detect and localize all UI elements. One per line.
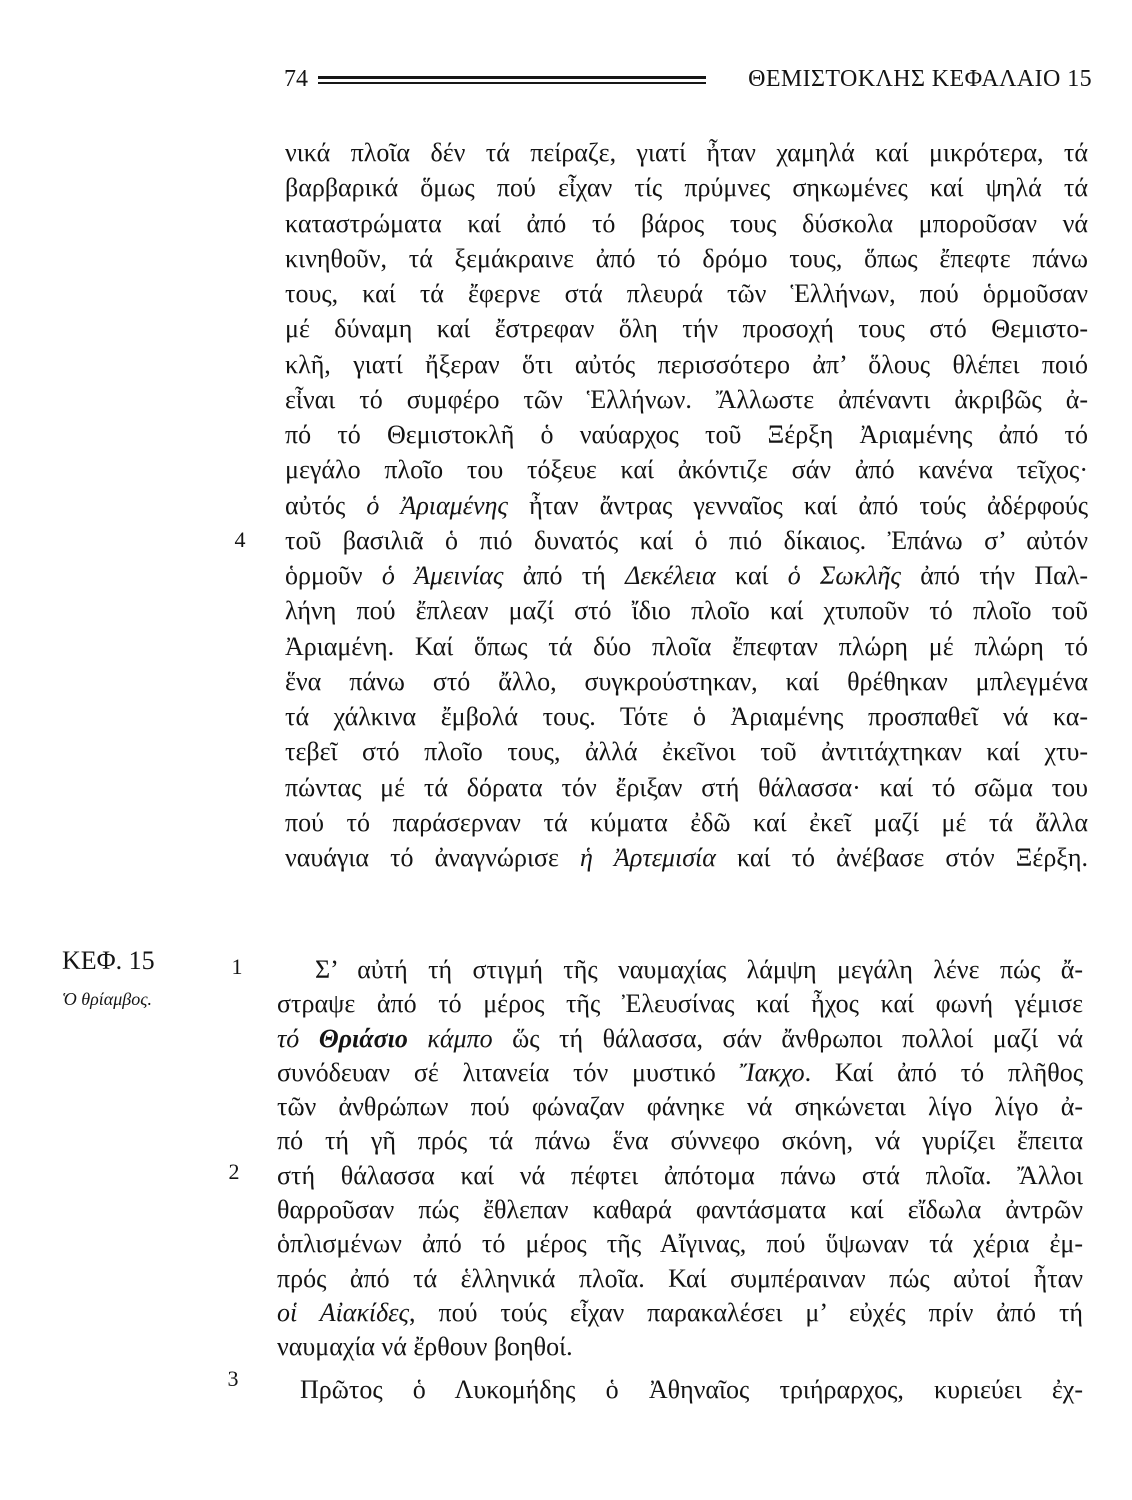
text-line [285,347,1088,382]
text-segment: ὥς τή θάλασσα, σάν ἄνθρωποι πολλοί μαζί νά [492,1023,1083,1053]
text-segment: καί τό ἀνέβασε στόν Ξέρξη. [715,843,1088,872]
text-segment: ἀπό τή [503,561,626,590]
bold-italic-text: Θριάσιο [318,1023,408,1053]
text-segment: τοῦ βασιλιᾶ ὁ πιό δυνατός καί ὁ πιό δίκαιος. Ἐπάνω σ’ αὐτόν [285,525,1088,555]
text-segment: ναυάγια τό ἀναγνώρισε [285,843,581,872]
text-segment: αὐτός [285,490,367,520]
text-segment: ἦταν ἄντρας γενναῖος καί ἀπό τούς ἀδέρφούς [507,490,1088,520]
text-line [277,1159,1083,1193]
italic-text: Ἴακχο [739,1057,805,1087]
text-segment: μέ δύναμη καί ἔστρεφαν ὅλη τήν προσοχή τους στό Θεμιστο- [285,314,1088,344]
body-paragraph-2 [277,953,1083,1407]
text-line [285,699,1088,734]
text-segment: ὁπλισμένων ἀπό τό μέρος τῆς Αἴγινας, πού ὕψωναν τά χέρια ἐμ- [277,1229,1083,1259]
text-line [285,558,1088,593]
text-segment: πού τό παράσερναν τά κύματα ἐδῶ καί ἐκεῖ μαζί μέ τά ἄλλα [285,807,1088,837]
text-segment: μεγάλο πλοῖο του τόξευε καί ἀκόντιζε σάν ἀπό κανένα τεῖχος· [285,455,1088,485]
text-segment: κινηθοῦν, τά ξεμάκραινε ἀπό τό δρόμο τους, ὅπως ἔπεφτε πάνω [285,243,1088,273]
text-segment: λήνη πού ἔπλεαν μαζί στό ἴδιο πλοῖο καί χτυποῦν τό πλοῖο τοῦ [285,596,1088,626]
italic-text: οἱ Αἰακίδες [277,1297,410,1327]
header-rule [318,76,706,79]
text-line [285,734,1088,769]
header-rule [318,82,706,84]
text-line [285,488,1088,523]
text-segment: πρός ἀπό τά ἑλληνικά πλοῖα. Καί συμπέραιναν πώς αὐτοί ἦταν [277,1263,1083,1293]
text-line [277,1330,1083,1364]
margin-number: 4 [234,527,246,552]
text-line [277,1193,1083,1227]
text-segment: Ἀριαμένη. Καί ὅπως τά δύο πλοῖα ἔπεφταν πλώρη μέ πλώρη τό [285,631,1088,661]
text-segment: . Καί ἀπό τό πλῆθος [804,1057,1083,1087]
text-segment: νικά πλοῖα δέν τά πείραζε, γιατί ἦταν χαμηλά καί μικρότερα, τά [285,138,1088,167]
text-segment: στραψε ἀπό τό μέρος τῆς Ἐλευσίνας καί ἦχος καί φωνή γέμισε [277,989,1083,1019]
text-line [285,664,1088,699]
text-line [285,523,1088,558]
chapter-label: ΚΕΦ. 15 [62,946,155,975]
section-subtitle: Ὁ θρίαμβος. [62,989,152,1009]
text-line [285,170,1088,205]
text-segment: πώντας μέ τά δόρατα τόν ἔριξαν στή θάλασσα· καί τό σῶμα του [285,772,1088,802]
text-line [285,805,1088,840]
italic-text: ὁ Ἀμεινίας [381,561,504,590]
text-segment: ἕνα πάνω στό ἄλλο, συγκρούστηκαν, καί θρέθηκαν μπλεγμένα [285,666,1088,696]
text-segment: τους, καί τά ἔφερνε στά πλευρά τῶν Ἑλλήνων, πού ὁρμοῦσαν [285,279,1088,308]
text-segment: συνόδευαν σέ λιτανεία τόν μυστικό [277,1057,740,1087]
margin-number: 3 [227,1366,239,1391]
text-line [277,1227,1083,1261]
text-line [285,241,1088,276]
text-segment: ναυμαχία νά ἔρθουν βοηθοί. [277,1332,573,1362]
text-line [285,382,1088,417]
text-segment: καταστρώματα καί ἀπό τό βάρος τους δύσκολα μποροῦσαν νά [285,208,1088,238]
italic-text: ἡ Ἀρτεμισία [580,843,716,872]
text-line [277,1124,1083,1158]
italic-text: ὁ Ἀριαμένης [366,490,508,520]
text-line [285,206,1088,241]
text-line [277,1056,1083,1090]
text-line [277,987,1083,1021]
text-line [285,276,1088,311]
page-number: 74 [284,66,308,92]
text-line [277,1296,1083,1330]
text-segment: πό τή γῆ πρός τά πάνω ἕνα σύννεφο σκόνη, νά γυρίζει ἔπειτα [277,1126,1083,1156]
italic-text: Δεκέλεια [625,561,716,590]
text-line [277,1373,1083,1407]
text-line [285,770,1088,805]
text-line [285,311,1088,346]
text-segment: εἶναι τό συμφέρο τῶν Ἑλλήνων. Ἄλλωστε ἀπέναντι ἀκριβῶς ἀ- [285,384,1088,414]
text-line [277,953,1083,987]
text-segment: θαρροῦσαν πώς ἔθλεπαν καθαρά φαντάσματα καί εἴδωλα ἀντρῶν [277,1195,1083,1225]
margin-number: 1 [231,954,243,979]
text-line [285,840,1088,875]
text-segment: κλῆ, γιατί ἤξεραν ὅτι αὐτός περισσότερο ἀπ’ ὅλους θλέπει ποιό [285,349,1088,379]
text-segment: τῶν ἀνθρώπων πού φώναζαν φάνηκε νά σηκώνεται λίγο λίγο ἀ- [277,1092,1083,1122]
text-segment: Σ’ αὐτή τή στιγμή τῆς ναυμαχίας λάμψη μεγάλη λένε πώς ἄ- [315,955,1083,984]
running-title: ΘΕΜΙΣΤΟΚΛΗΣ ΚΕΦΑΛΑΙΟ 15 [748,66,1092,92]
text-line [285,452,1088,487]
text-line [277,1022,1083,1056]
text-segment: πό τό Θεμιστοκλῆ ὁ ναύαρχος τοῦ Ξέρξη Ἀριαμένης ἀπό τό [285,420,1088,449]
text-line [277,1262,1083,1296]
text-segment: Πρῶτος ὁ Λυκομήδης ὁ Ἀθηναῖος τριήραρχος, κυριεύει ἐχ- [300,1374,1083,1404]
text-segment: , πού τούς εἶχαν παρακαλέσει μ’ εὐχές πρίν ἀπό τή [409,1297,1083,1327]
text-segment: τεβεῖ στό πλοῖο τους, ἀλλά ἐκεῖνοι τοῦ ἀντιτάχτηκαν καί χτυ- [285,737,1088,767]
text-line [277,1090,1083,1124]
text-segment: ἀπό τήν Παλ- [900,561,1088,590]
text-line [285,417,1088,452]
text-segment: τά χάλκινα ἔμβολά τους. Τότε ὁ Ἀριαμένης προσπαθεῖ νά κα- [285,702,1088,731]
body-paragraph-1 [285,135,1088,875]
text-segment: ὁρμοῦν [285,561,382,590]
italic-text: ὁ Σωκλῆς [787,561,901,590]
margin-number: 2 [228,1159,240,1184]
text-segment: καί [715,561,788,590]
text-segment: στή θάλασσα καί νά πέφτει ἀπότομα πάνω στά πλοῖα. Ἄλλοι [277,1160,1083,1190]
text-line [285,135,1088,170]
text-line [285,629,1088,664]
text-segment: βαρβαρικά ὅμως πού εἶχαν τίς πρύμνες σηκωμένες καί ψηλά τά [285,173,1088,203]
italic-text: κάμπο [407,1023,493,1053]
italic-text: τό [277,1023,319,1053]
text-line [285,593,1088,628]
